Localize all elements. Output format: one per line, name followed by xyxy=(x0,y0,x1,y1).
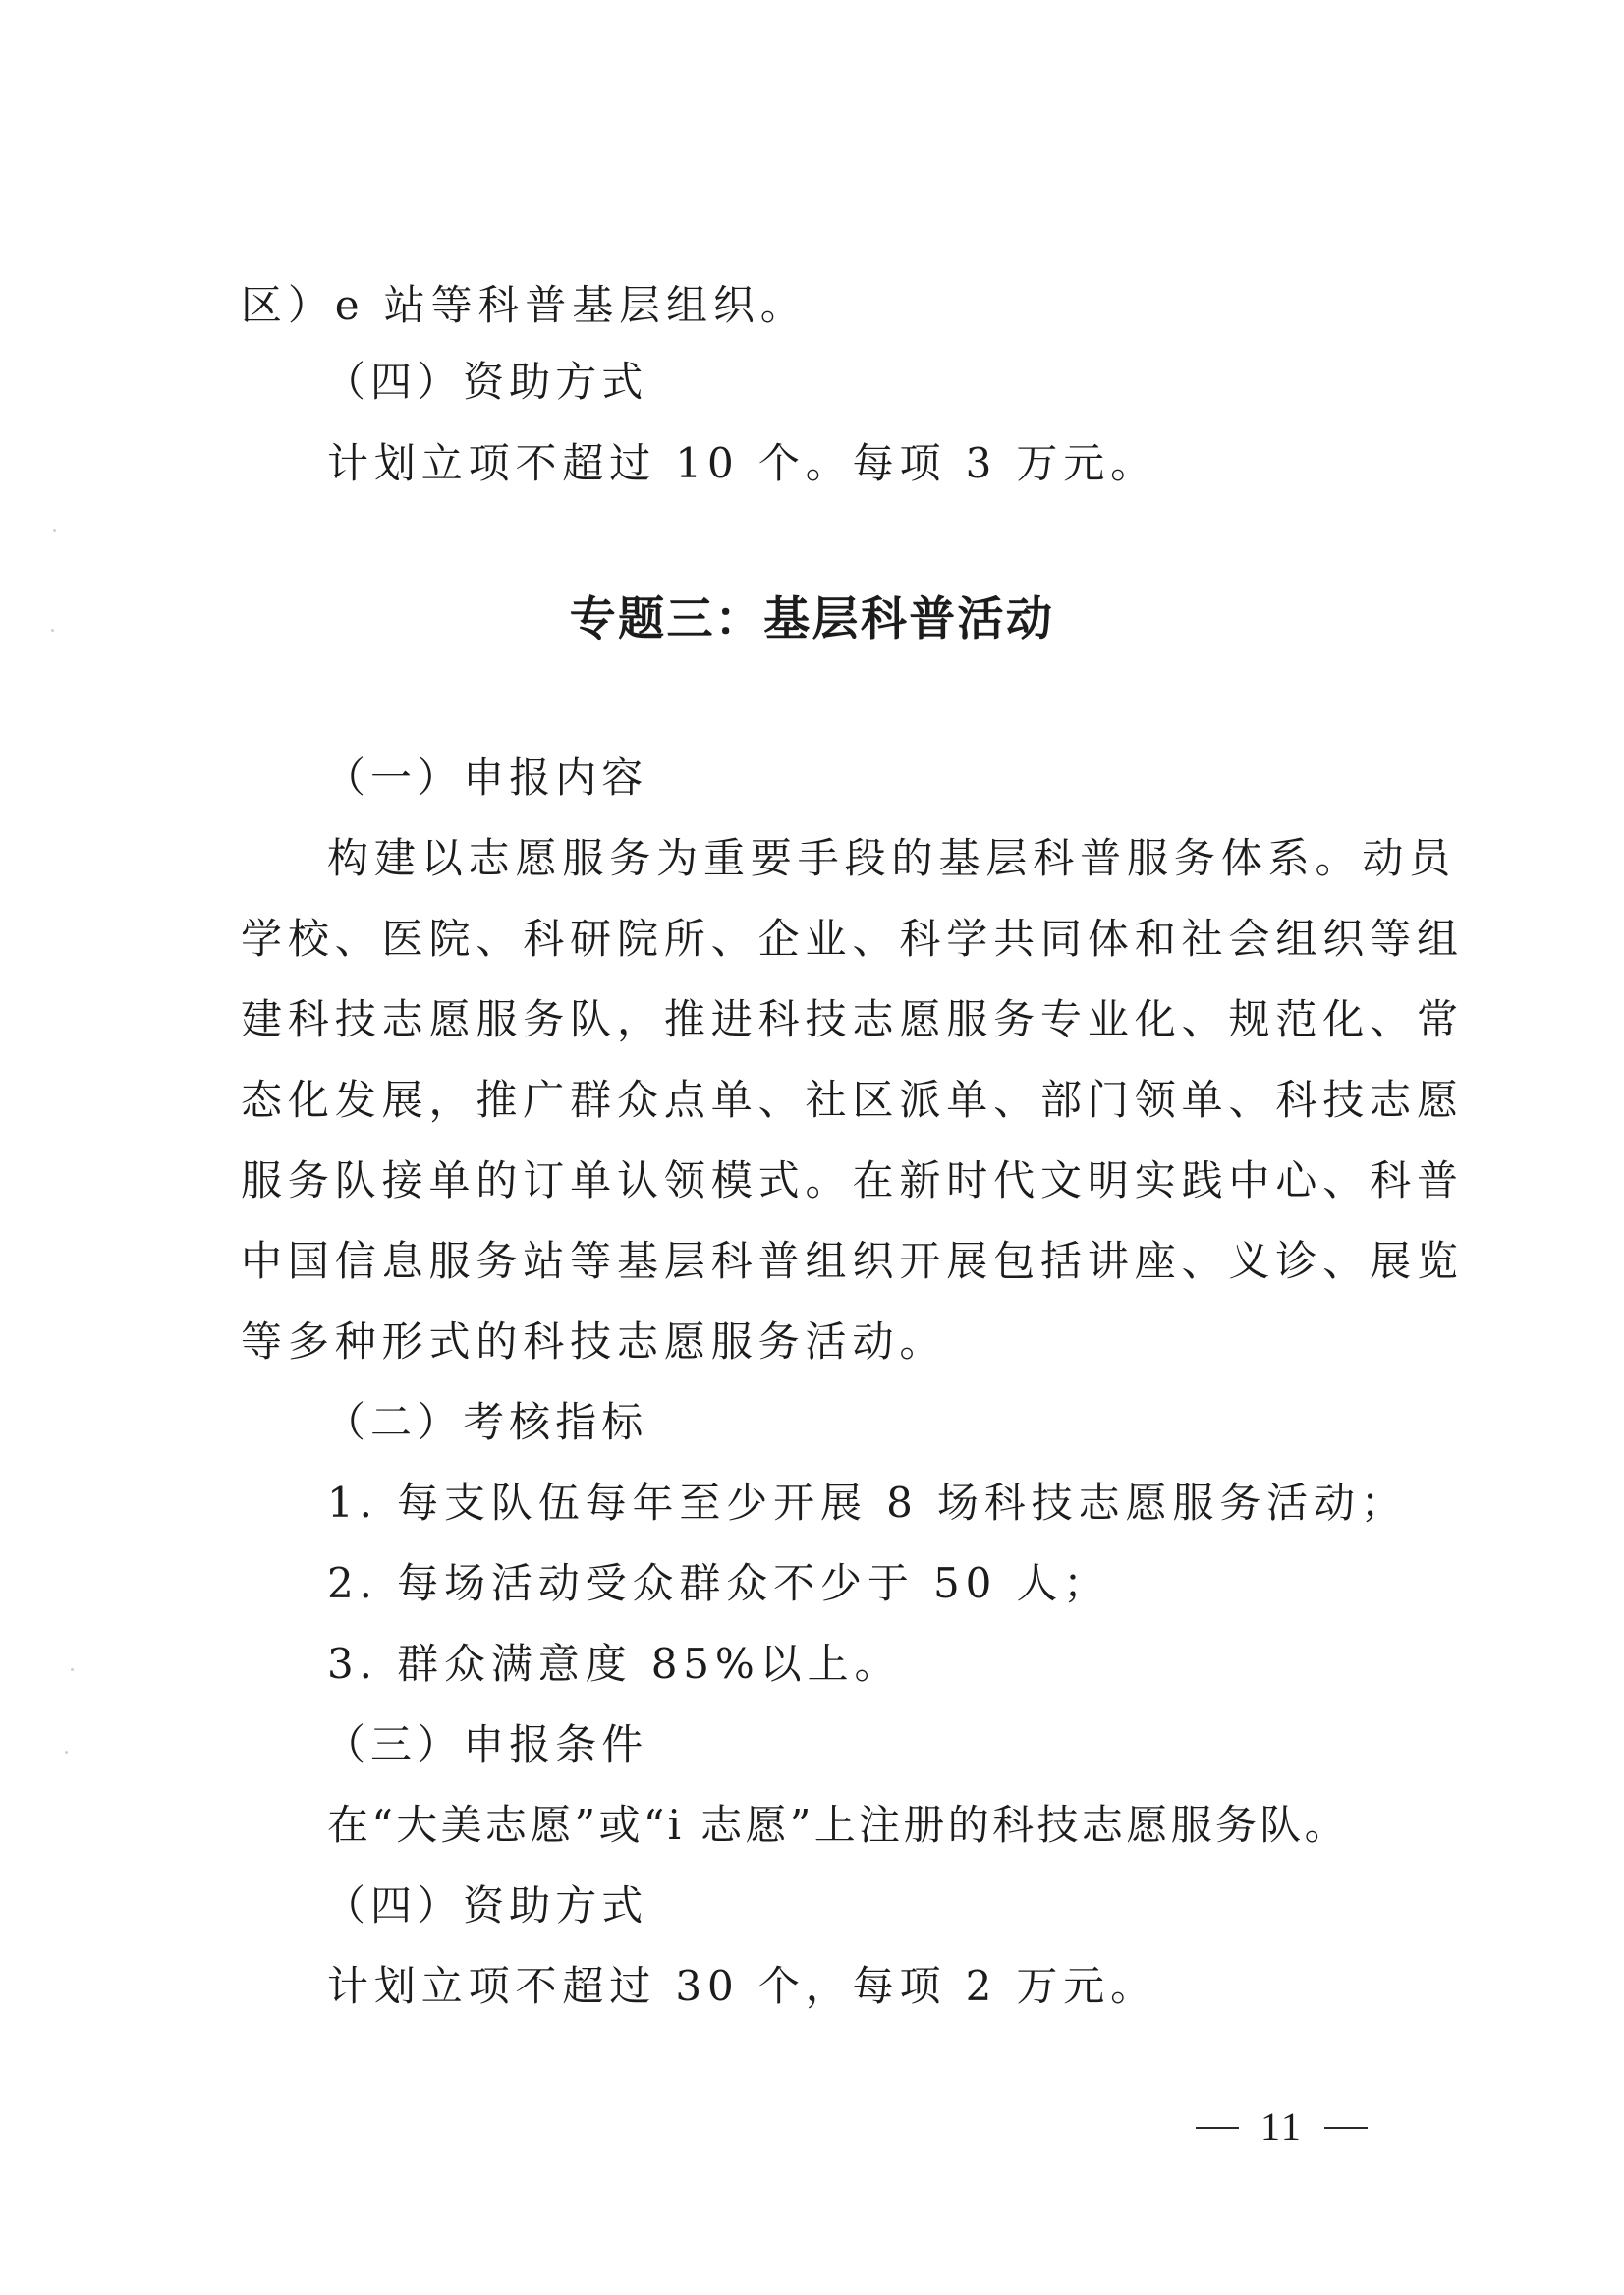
scan-speck xyxy=(71,1668,74,1671)
body-line-continuation: 区）e 站等科普基层组织。 xyxy=(241,281,808,329)
conditions-text: 在“大美志愿”或“i 志愿”上注册的科技志愿服务队。 xyxy=(327,1801,1350,1849)
page-dash-right xyxy=(1324,2127,1368,2129)
body-line-funding: 计划立项不超过 30 个，每项 2 万元。 xyxy=(327,1962,1158,2010)
section-heading-content: （一）申报内容 xyxy=(324,754,648,802)
paragraph-line: 构建以志愿服务为重要手段的基层科普服务体系。动员 xyxy=(327,834,1457,882)
section-heading-indicators: （二）考核指标 xyxy=(324,1398,648,1446)
body-line-funding: 计划立项不超过 10 个。每项 3 万元。 xyxy=(327,439,1158,487)
page-number xyxy=(1174,2104,1389,2149)
paragraph-line: 中国信息服务站等基层科普组织开展包括讲座、义诊、展览 xyxy=(241,1237,1464,1285)
scan-speck xyxy=(65,1751,68,1754)
scan-speck xyxy=(53,529,56,532)
section-heading-conditions: （三）申报条件 xyxy=(324,1720,648,1768)
paragraph-line: 态化发展，推广群众点单、社区派单、部门领单、科技志愿 xyxy=(241,1076,1464,1124)
paragraph-line: 建科技志愿服务队，推进科技志愿服务专业化、规范化、常 xyxy=(241,995,1464,1043)
page-number-value: 11 xyxy=(1260,2104,1304,2149)
indicator-item: 3. 群众满意度 85%以上。 xyxy=(327,1640,902,1688)
section-heading-funding: （四）资助方式 xyxy=(324,1881,648,1930)
paragraph-line: 学校、医院、科研院所、企业、科学共同体和社会组织等组 xyxy=(241,915,1464,963)
paragraph-line: 服务队接单的订单认领模式。在新时代文明实践中心、科普 xyxy=(241,1156,1464,1204)
topic-title: 专题三：基层科普活动 xyxy=(569,592,1055,646)
page-dash-left xyxy=(1196,2127,1239,2129)
indicator-item: 2. 每场活动受众群众不少于 50 人； xyxy=(327,1559,1111,1607)
indicator-item: 1. 每支队伍每年至少开展 8 场科技志愿服务活动； xyxy=(327,1479,1408,1527)
section-heading-funding: （四）资助方式 xyxy=(324,358,648,406)
paragraph-line: 等多种形式的科技志愿服务活动。 xyxy=(241,1317,947,1366)
